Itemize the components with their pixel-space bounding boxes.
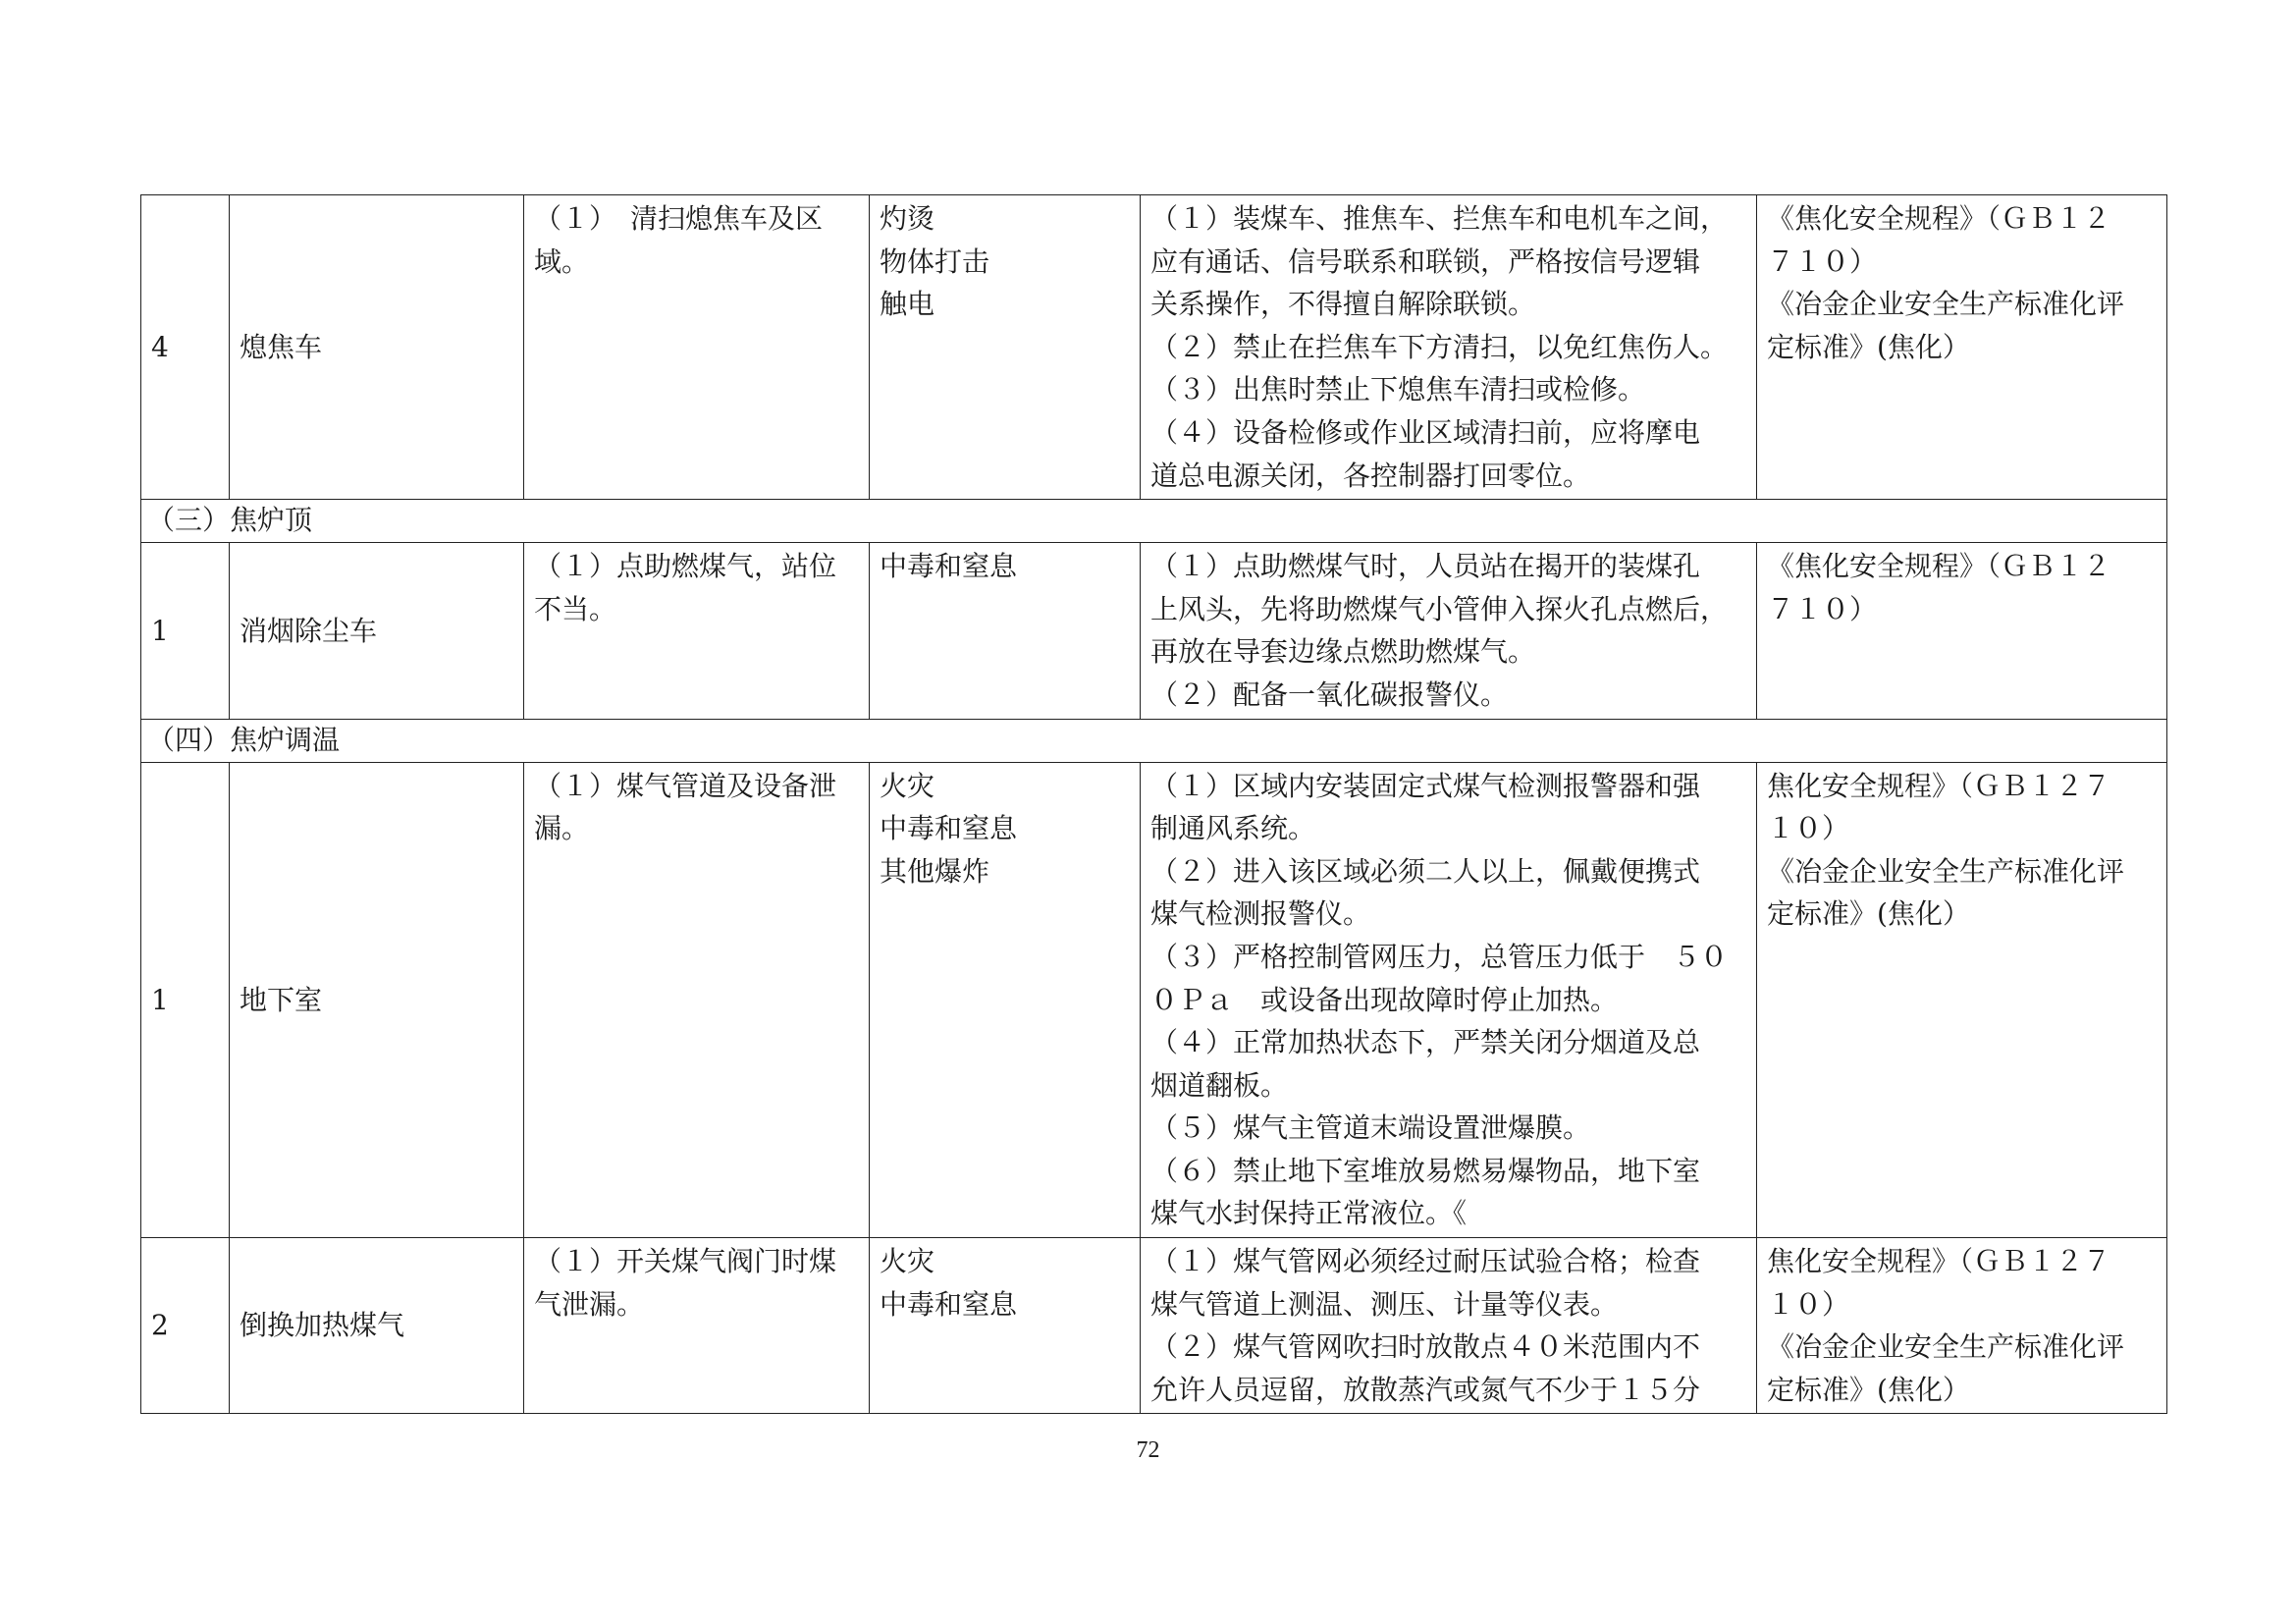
text-line: 域。 [534, 244, 590, 278]
text-line: 焦化安全规程》（ＧＢ１２７ [1767, 1245, 2111, 1278]
cell-task [524, 1238, 870, 1414]
text-line: 允许人员逗留，放散蒸汽或氮气不少于１５分 [1150, 1373, 1701, 1406]
text-line: 灼烫 [880, 202, 935, 235]
cell-hazards [870, 195, 1141, 500]
text-line: 气泄漏。 [534, 1287, 645, 1321]
text-line: （２）进入该区域必须二人以上，佩戴便携式 [1150, 854, 1701, 888]
text-line: 《冶金企业安全生产标准化评 [1767, 854, 2125, 888]
text-line: （１） 清扫熄焦车及区 [534, 202, 824, 235]
table-row [141, 543, 2167, 719]
text-line: （４）设备检修或作业区域清扫前，应将摩电 [1150, 415, 1701, 449]
cell-task [524, 543, 870, 719]
page-number: 72 [1136, 1437, 1160, 1463]
text-line: 《冶金企业安全生产标准化评 [1767, 288, 2125, 321]
text-line: 火灾 [880, 1245, 935, 1278]
text-line: （１）点助燃煤气时，人员站在揭开的装煤孔 [1150, 550, 1701, 583]
table-row [141, 1238, 2167, 1414]
text-line: （３）严格控制管网压力，总管压力低于 ５０ [1150, 940, 1729, 973]
cell-basis [1757, 1238, 2167, 1414]
text-line: （１）煤气管道及设备泄 [534, 769, 837, 802]
text-line: 《焦化安全规程》（ＧＢ１２ [1767, 550, 2111, 583]
cell-hazards [870, 543, 1141, 719]
text-line: （１）区域内安装固定式煤气检测报警器和强 [1150, 769, 1701, 802]
text-line: 中毒和窒息 [880, 1287, 1018, 1321]
text-line: （１）装煤车、推焦车、拦焦车和电机车之间， [1150, 202, 1729, 235]
section-row [141, 719, 2167, 762]
safety-table [140, 194, 2167, 1414]
text-line: 火灾 [880, 769, 935, 802]
text-line: 焦化安全规程》（ＧＢ１２７ [1767, 769, 2111, 802]
text-line: 《冶金企业安全生产标准化评 [1767, 1330, 2125, 1364]
section-row [141, 500, 2167, 543]
text-line: ０Ｐａ 或设备出现故障时停止加热。 [1150, 983, 1619, 1016]
cell-no: 4 [141, 195, 230, 500]
cell-measures [1141, 543, 1757, 719]
cell-name: 地下室 [230, 762, 524, 1238]
cell-measures [1141, 762, 1757, 1238]
cell-task [524, 195, 870, 500]
text-line: ７１０） [1767, 244, 1878, 278]
cell-no: 1 [141, 762, 230, 1238]
text-line: （２）煤气管网吹扫时放散点４０米范围内不 [1150, 1330, 1701, 1364]
table-row [141, 762, 2167, 1238]
text-line: （４）正常加热状态下，严禁关闭分烟道及总 [1150, 1026, 1701, 1059]
text-line: 定标准》(焦化） [1767, 330, 1970, 363]
cell-name: 倒换加热煤气 [230, 1238, 524, 1414]
cell-no: 2 [141, 1238, 230, 1414]
cell-basis [1757, 195, 2167, 500]
text-line: 定标准》(焦化） [1767, 897, 1970, 931]
text-line: （５）煤气主管道末端设置泄爆膜。 [1150, 1111, 1591, 1145]
text-line: （３）出焦时禁止下熄焦车清扫或检修。 [1150, 373, 1646, 406]
cell-measures [1141, 1238, 1757, 1414]
text-line: 煤气管道上测温、测压、计量等仪表。 [1150, 1287, 1619, 1321]
text-line: 煤气检测报警仪。 [1150, 897, 1371, 931]
text-line: 上风头，先将助燃煤气小管伸入探火孔点燃后， [1150, 592, 1729, 625]
cell-measures [1141, 195, 1757, 500]
text-line: 漏。 [534, 812, 590, 845]
table-row [141, 195, 2167, 500]
text-line: （２）禁止在拦焦车下方清扫，以免红焦伤人。 [1150, 330, 1729, 363]
cell-name: 消烟除尘车 [230, 543, 524, 719]
section-title: （三）焦炉顶 [141, 500, 2167, 543]
text-line: ７１０） [1767, 592, 1878, 625]
text-line: 定标准》(焦化） [1767, 1373, 1970, 1406]
cell-no: 1 [141, 543, 230, 719]
text-line: 再放在导套边缘点燃助燃煤气。 [1150, 635, 1536, 669]
text-line: 制通风系统。 [1150, 812, 1316, 845]
cell-hazards [870, 762, 1141, 1238]
text-line: 中毒和窒息 [880, 812, 1018, 845]
text-line: 道总电源关闭，各控制器打回零位。 [1150, 459, 1591, 492]
text-line: 应有通话、信号联系和联锁，严格按信号逻辑 [1150, 244, 1701, 278]
section-title: （四）焦炉调温 [141, 719, 2167, 762]
text-line: 不当。 [534, 592, 617, 625]
text-line: 物体打击 [880, 244, 990, 278]
text-line: 中毒和窒息 [880, 550, 1018, 583]
text-line: 烟道翻板。 [1150, 1068, 1289, 1102]
text-line: １０） [1767, 812, 1850, 845]
text-line: 触电 [880, 288, 935, 321]
text-line: 《焦化安全规程》（ＧＢ１２ [1767, 202, 2111, 235]
text-line: （１）煤气管网必须经过耐压试验合格；检查 [1150, 1245, 1701, 1278]
cell-name: 熄焦车 [230, 195, 524, 500]
text-line: （２）配备一氧化碳报警仪。 [1150, 677, 1509, 711]
cell-task [524, 762, 870, 1238]
text-line: （１）开关煤气阀门时煤 [534, 1245, 837, 1278]
cell-basis [1757, 543, 2167, 719]
text-line: １０） [1767, 1287, 1850, 1321]
text-line: （６）禁止地下室堆放易燃易爆物品，地下室 [1150, 1154, 1701, 1187]
text-line: （１）点助燃煤气，站位 [534, 550, 837, 583]
cell-basis [1757, 762, 2167, 1238]
text-line: 关系操作，不得擅自解除联锁。 [1150, 288, 1536, 321]
cell-hazards [870, 1238, 1141, 1414]
text-line: 其他爆炸 [880, 854, 990, 888]
text-line: 煤气水封保持正常液位。《 [1150, 1197, 1468, 1230]
